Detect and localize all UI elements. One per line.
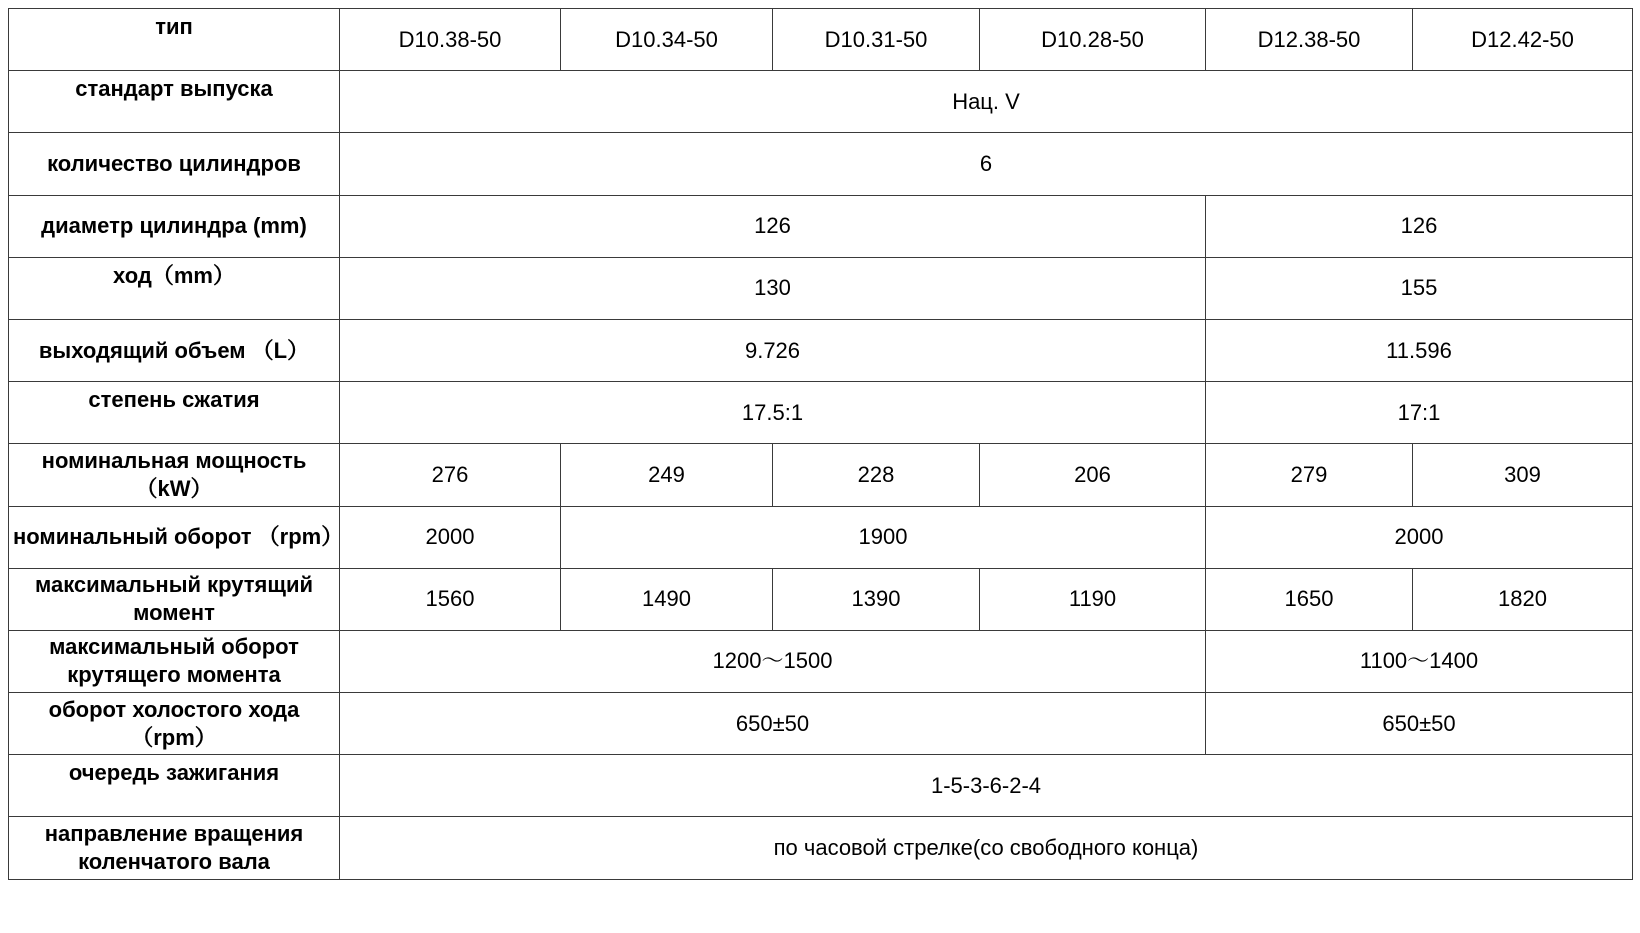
table-cell: D10.38-50 xyxy=(340,9,561,71)
table-cell: 126 xyxy=(1206,195,1633,257)
row-label: направление вращения коленчатого вала xyxy=(9,817,340,879)
table-cell: 1-5-3-6-2-4 xyxy=(340,755,1633,817)
engine-spec-table xyxy=(8,8,1633,880)
table-row xyxy=(9,444,1633,506)
table-cell: 276 xyxy=(340,444,561,506)
table-cell: 650±50 xyxy=(1206,693,1633,755)
table-row xyxy=(9,133,1633,195)
row-label: стандарт выпуска xyxy=(9,71,340,133)
row-label: количество цилиндров xyxy=(9,133,340,195)
table-row xyxy=(9,568,1633,630)
table-row xyxy=(9,817,1633,879)
table-cell: 228 xyxy=(773,444,980,506)
table-cell: 11.596 xyxy=(1206,319,1633,381)
row-label: максимальный крутящий момент xyxy=(9,568,340,630)
row-label: оборот холостого хода （rpm） xyxy=(9,693,340,755)
table-row xyxy=(9,693,1633,755)
table-row xyxy=(9,382,1633,444)
table-cell: 1560 xyxy=(340,568,561,630)
table-cell: 1190 xyxy=(980,568,1206,630)
table-row xyxy=(9,319,1633,381)
table-cell: 6 xyxy=(340,133,1633,195)
table-row xyxy=(9,9,1633,71)
table-row xyxy=(9,630,1633,692)
table-cell: 130 xyxy=(340,257,1206,319)
table-cell: по часовой стрелке(со свободного конца) xyxy=(340,817,1633,879)
table-cell: 279 xyxy=(1206,444,1413,506)
table-cell: 126 xyxy=(340,195,1206,257)
table-row xyxy=(9,71,1633,133)
row-label: максимальный оборот крутящего момента xyxy=(9,630,340,692)
table-cell: 1100～1400 xyxy=(1206,630,1633,692)
row-label: номинальный оборот （rpm） xyxy=(9,506,340,568)
row-label: ход（mm） xyxy=(9,257,340,319)
table-cell: 1650 xyxy=(1206,568,1413,630)
table-cell: 1490 xyxy=(561,568,773,630)
table-row xyxy=(9,755,1633,817)
table-cell: 1200～1500 xyxy=(340,630,1206,692)
table-cell: D10.31-50 xyxy=(773,9,980,71)
table-row xyxy=(9,506,1633,568)
row-label: диаметр цилиндра (mm) xyxy=(9,195,340,257)
table-cell: D10.28-50 xyxy=(980,9,1206,71)
table-cell: 1900 xyxy=(561,506,1206,568)
table-cell: 2000 xyxy=(1206,506,1633,568)
row-label: тип xyxy=(9,9,340,71)
table-cell: 2000 xyxy=(340,506,561,568)
table-cell: 17:1 xyxy=(1206,382,1633,444)
row-label: выходящий объем （L） xyxy=(9,319,340,381)
table-cell: 1390 xyxy=(773,568,980,630)
table-row xyxy=(9,195,1633,257)
row-label: номинальная мощность（kW） xyxy=(9,444,340,506)
table-cell: 9.726 xyxy=(340,319,1206,381)
table-cell: 17.5:1 xyxy=(340,382,1206,444)
table-cell: D12.42-50 xyxy=(1413,9,1633,71)
table-row xyxy=(9,257,1633,319)
table-cell: D10.34-50 xyxy=(561,9,773,71)
table-cell: Нац. V xyxy=(340,71,1633,133)
row-label: очередь зажигания xyxy=(9,755,340,817)
table-cell: D12.38-50 xyxy=(1206,9,1413,71)
table-cell: 309 xyxy=(1413,444,1633,506)
table-cell: 206 xyxy=(980,444,1206,506)
row-label: степень сжатия xyxy=(9,382,340,444)
table-cell: 1820 xyxy=(1413,568,1633,630)
table-cell: 249 xyxy=(561,444,773,506)
table-cell: 155 xyxy=(1206,257,1633,319)
table-cell: 650±50 xyxy=(340,693,1206,755)
